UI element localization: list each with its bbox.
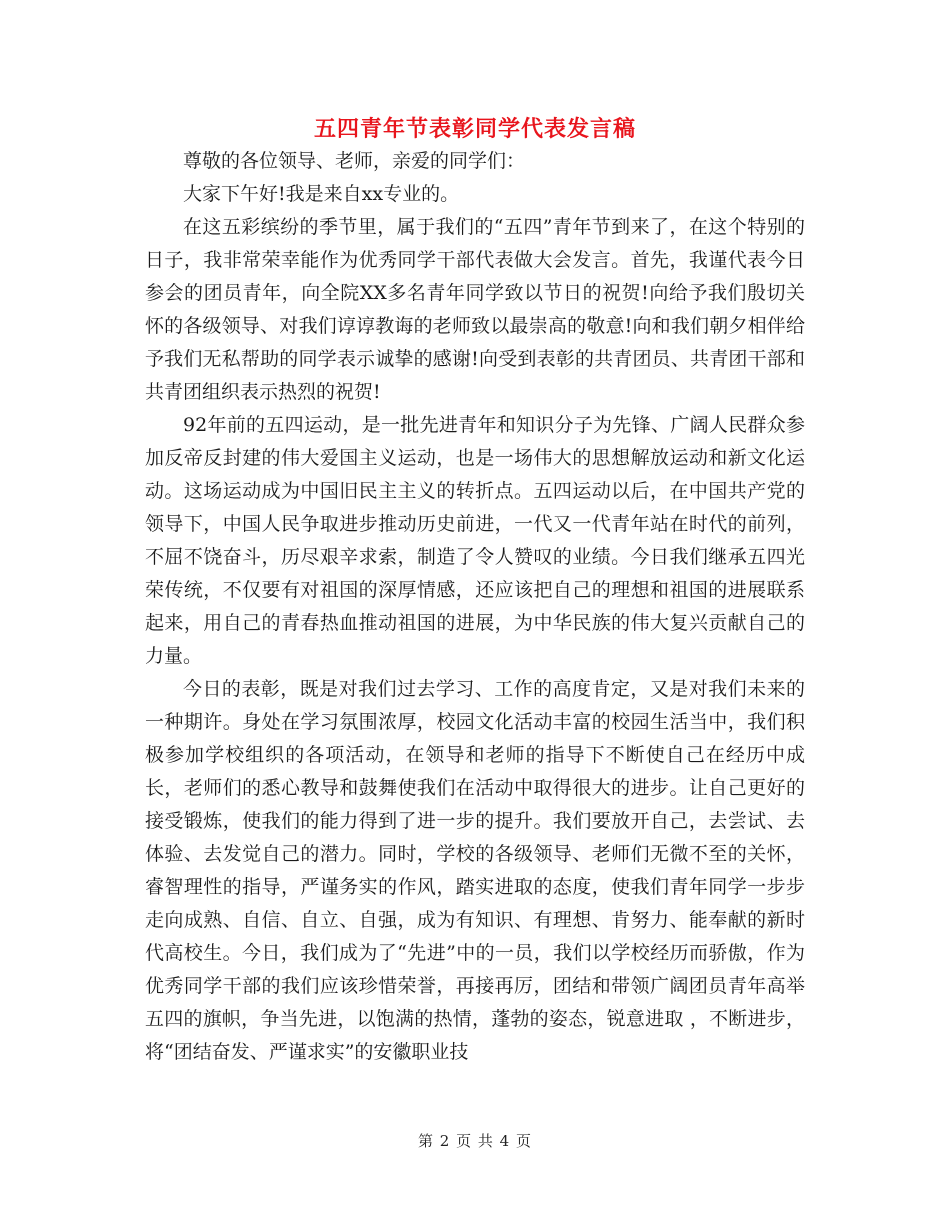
greeting-paragraph: 大家下午好!我是来自xx专业的。 [183, 183, 460, 205]
body-paragraph: 今日的表彰，既是对我们过去学习、工作的高度肯定，又是对我们未来的一种期许。身处在学习氛围浓厚，校园文化活动丰富的校园生活当中，我们积极参加学校组织的各项活动，在领导和老师的指导下不断使自己在经历中成长，老师们的悉心教导和鼓舞使我们在活动中取得很大的进步。让自己更好的接受锻炼，使我们的能力得到了进一步的提升。我们要放开自己，去尝试、去体验、去发觉自己的潜力。同时，学校的各级领导、老师们无微不至的关怀，睿智理性的指导，严谨务实的作风，踏实进取的态度，使我们青年同学一步步走向成熟、自信、自立、自强，成为有知识、有理想、肯努力、能奉献的新时代高校生。今日，我们成为了“先进”中的一员，我们以学校经历而骄傲，作为优秀同学干部的我们应该珍惜荣誉，再接再厉，团结和带领广阔团员青年高举五四的旗帜，争当先进，以饱满的热情，蓬勃的姿态，锐意进取 ，不断进步，将“团结奋发、严谨求实”的安徽职业技 [145, 678, 805, 1063]
document-body [145, 145, 805, 1069]
body-paragraph: 92年前的五四运动，是一批先进青年和知识分子为先锋、广阔人民群众参加反帝反封建的伟大爱国主义运动，也是一场伟大的思想解放运动和新文化运动。这场运动成为中国旧民主主义的转折点。五四运动以后，在中国共产党的领导下，中国人民争取进步推动历史前进，一代又一代青年站在时代的前列，不屈不饶奋斗，历尽艰辛求索，制造了令人赞叹的业绩。今日我们继承五四光荣传统，不仅要有对祖国的深厚情感，还应该把自己的理想和祖国的进展联系起来，用自己的青春热血推动祖国的进展，为中华民族的伟大复兴贡献自己的力量。 [145, 414, 805, 667]
page-number-footer: 第 2 页 共 4 页 [418, 1132, 532, 1150]
salutation-paragraph: 尊敬的各位领导、老师，亲爱的同学们： [183, 150, 526, 172]
document-title: 五四青年节表彰同学代表发言稿 [313, 117, 636, 142]
body-paragraph: 在这五彩缤纷的季节里，属于我们的“五四”青年节到来了，在这个特别的日子，我非常荣幸能作为优秀同学干部代表做大会发言。首先，我谨代表今日参会的团员青年，向全院XX多名青年同学致以节日的祝贺!向给予我们殷切关怀的各级领导、对我们谆谆教诲的老师致以最崇高的敬意!向和我们朝夕相伴给予我们无私帮助的同学表示诚挚的感谢!向受到表彰的共青团员、共青团干部和共青团组织表示热烈的祝贺! [145, 216, 805, 403]
